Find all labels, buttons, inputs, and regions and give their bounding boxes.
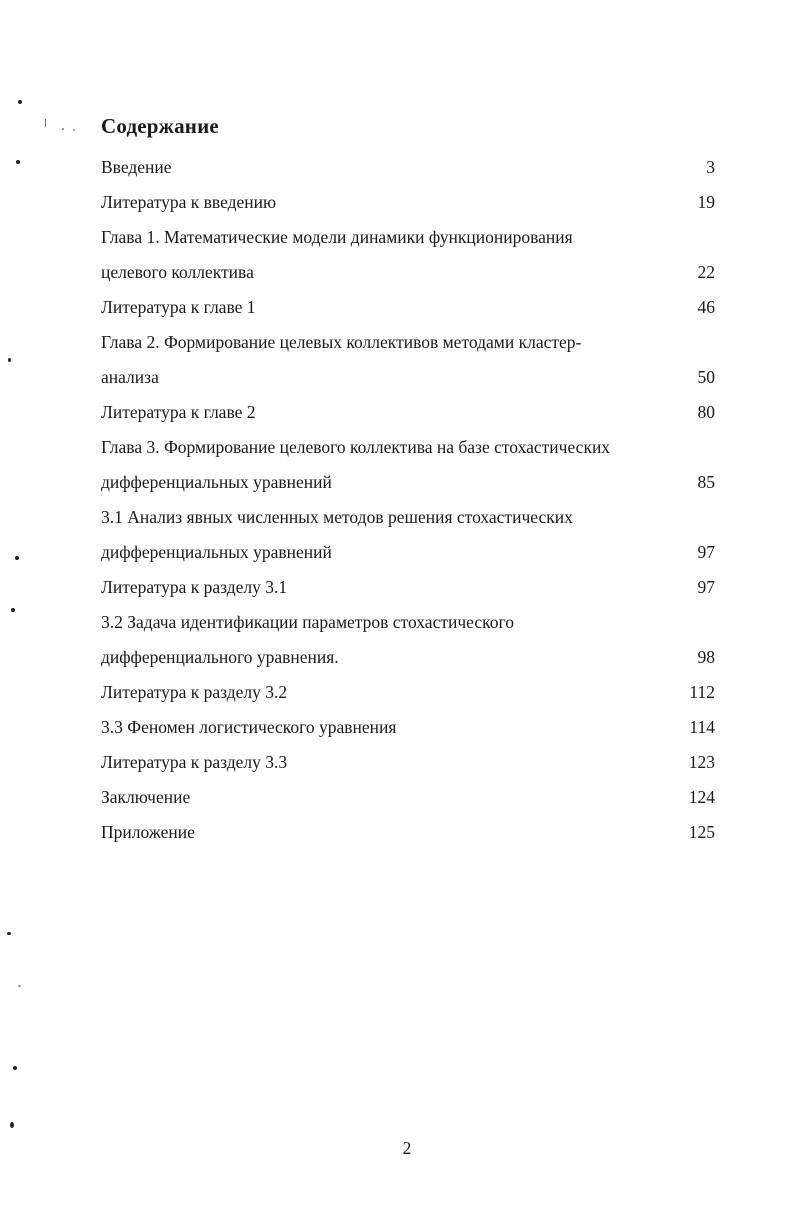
- toc-entry-page: 114: [689, 717, 715, 737]
- toc-entry[interactable]: [101, 185, 715, 220]
- toc-entry-page: 19: [697, 192, 715, 212]
- toc-entry-text: целевого коллектива: [101, 262, 254, 282]
- toc-entry[interactable]: [101, 395, 715, 430]
- toc-entry-text: Литература к введению: [101, 192, 277, 212]
- page-number: 2: [402, 1138, 412, 1158]
- toc-entry-text: Литература к разделу 3.2: [101, 682, 288, 702]
- toc-entry-line: [101, 255, 715, 290]
- toc-entry-page: 123: [688, 752, 715, 772]
- toc-entry-line: [101, 780, 715, 815]
- toc-entry-line: [101, 465, 715, 500]
- toc-entry-text: дифференциальных уравнений: [101, 542, 332, 562]
- toc-entry-line: [101, 815, 715, 850]
- toc-entry-line: [101, 710, 715, 745]
- toc-entry-page: 80: [697, 402, 715, 422]
- toc-entry-text: Глава 1. Математические модели динамики функционирования: [101, 227, 573, 247]
- toc-entry-text: Глава 2. Формирование целевых коллективов методами кластер-: [101, 332, 582, 352]
- toc-entry[interactable]: [101, 675, 715, 710]
- toc-entry[interactable]: [101, 500, 715, 570]
- toc-entry-line: [101, 395, 715, 430]
- toc-entry-text: Введение: [101, 157, 172, 177]
- toc-entry-text: Литература к главе 2: [101, 402, 256, 422]
- toc-entry-line: [101, 150, 715, 185]
- toc-entry-line: [101, 360, 715, 395]
- toc-entry[interactable]: [101, 150, 715, 185]
- toc-entry-line: [101, 500, 715, 535]
- toc-entry-line: [101, 675, 715, 710]
- toc-entry-page: 22: [697, 262, 715, 282]
- toc-entry-text: Глава 3. Формирование целевого коллектива на базе стохастических: [101, 437, 611, 457]
- toc-entry-page: 125: [688, 822, 715, 842]
- toc-entry-page: 124: [688, 787, 715, 807]
- toc-entry-line: [101, 290, 715, 325]
- toc-entry-page: 98: [697, 647, 715, 667]
- toc-entry[interactable]: [101, 605, 715, 675]
- toc-entry-text: дифференциальных уравнений: [101, 472, 332, 492]
- toc-entry[interactable]: [101, 325, 715, 395]
- table-of-contents: [101, 150, 715, 850]
- toc-entry-line: [101, 430, 715, 465]
- toc-entry-page: 85: [697, 472, 715, 492]
- toc-entry-text: 3.1 Анализ явных численных методов решения стохастических: [101, 507, 573, 527]
- toc-entry-page: 3: [706, 157, 715, 177]
- toc-entry-text: Литература к разделу 3.3: [101, 752, 288, 772]
- toc-entry-page: 97: [697, 577, 715, 597]
- toc-entry[interactable]: [101, 290, 715, 325]
- toc-entry[interactable]: [101, 570, 715, 605]
- toc-entry[interactable]: [101, 780, 715, 815]
- toc-entry[interactable]: [101, 220, 715, 290]
- toc-entry-line: [101, 220, 715, 255]
- toc-entry[interactable]: [101, 745, 715, 780]
- toc-entry-line: [101, 605, 715, 640]
- toc-entry-text: Литература к разделу 3.1: [101, 577, 288, 597]
- toc-entry-page: 97: [697, 542, 715, 562]
- toc-entry[interactable]: [101, 815, 715, 850]
- toc-entry-line: [101, 745, 715, 780]
- toc-entry-page: 46: [697, 297, 715, 317]
- toc-entry-line: [101, 535, 715, 570]
- toc-entry-text: 3.3 Феномен логистического уравнения: [101, 717, 397, 737]
- toc-title: Содержание: [101, 114, 219, 138]
- toc-entry-text: Заключение: [101, 787, 191, 807]
- toc-entry-text: анализа: [101, 367, 159, 387]
- toc-entry-text: Приложение: [101, 822, 195, 842]
- toc-entry-line: [101, 325, 715, 360]
- toc-entry-line: [101, 570, 715, 605]
- toc-entry-text: 3.2 Задача идентификации параметров стохастического: [101, 612, 514, 632]
- toc-entry-page: 112: [689, 682, 715, 702]
- toc-entry-line: [101, 640, 715, 675]
- toc-entry-text: Литература к главе 1: [101, 297, 256, 317]
- toc-entry-text: дифференциального уравнения.: [101, 647, 339, 667]
- toc-entry[interactable]: [101, 710, 715, 745]
- toc-entry[interactable]: [101, 430, 715, 500]
- toc-entry-page: 50: [697, 367, 715, 387]
- toc-entry-line: [101, 185, 715, 220]
